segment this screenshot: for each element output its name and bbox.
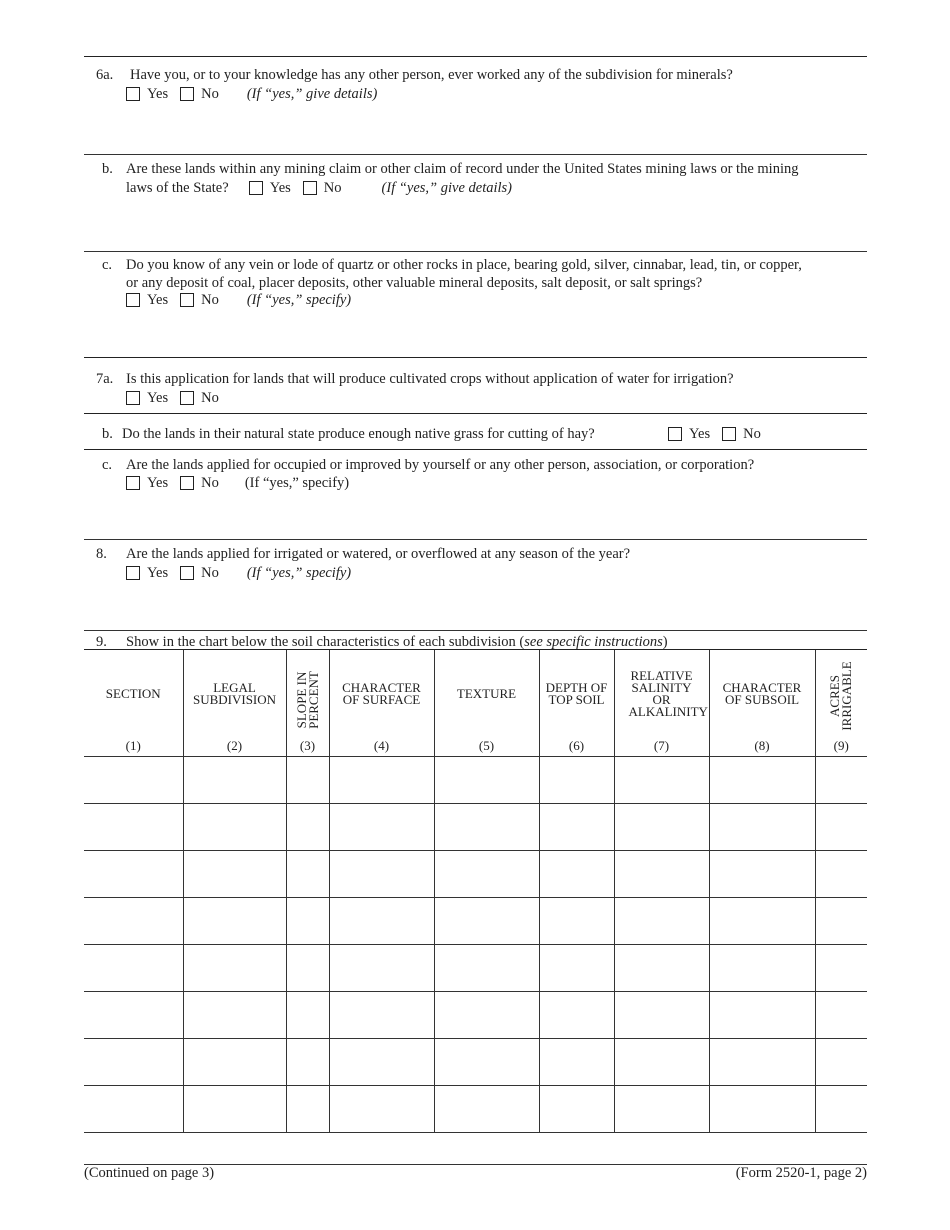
question-text: Have you, or to your knowledge has any other person, ever worked any of the subdivision for minerals? [130, 67, 733, 83]
options-7b [668, 425, 773, 443]
table-cell[interactable] [183, 851, 286, 898]
no-checkbox[interactable] [180, 476, 194, 490]
table-cell[interactable] [815, 851, 867, 898]
header-label: ACRES IRRIGABLE [827, 661, 855, 731]
details-note: (If “yes,” give details) [381, 180, 513, 196]
table-cell[interactable] [329, 851, 434, 898]
table-cell[interactable] [286, 1039, 329, 1086]
table-cell[interactable] [815, 804, 867, 851]
question-text-line2: laws of the State? [126, 180, 229, 196]
header-number: (4) [373, 738, 390, 753]
table-cell[interactable] [286, 898, 329, 945]
header-number: (5) [478, 738, 495, 753]
table-cell[interactable] [709, 992, 815, 1039]
table-cell[interactable] [434, 804, 539, 851]
details-note: (If “yes,” specify) [246, 292, 352, 308]
no-checkbox[interactable] [180, 566, 194, 580]
table-header-row [84, 650, 867, 757]
details-note: (If “yes,” give details) [246, 86, 378, 102]
no-label: No [201, 390, 219, 406]
table-cell[interactable] [286, 757, 329, 804]
details-note: (If “yes,” specify) [246, 565, 352, 581]
table-cell[interactable] [614, 1039, 709, 1086]
no-label: No [201, 565, 219, 581]
header-acres-irrigable [815, 650, 867, 757]
table-cell[interactable] [709, 804, 815, 851]
table-cell[interactable] [84, 757, 183, 804]
no-label: No [201, 86, 219, 102]
table-cell[interactable] [539, 1039, 614, 1086]
header-number: (8) [754, 738, 770, 753]
header-label: SECTION [105, 686, 161, 701]
yes-checkbox[interactable] [126, 476, 140, 490]
table-cell[interactable] [84, 898, 183, 945]
table-cell[interactable] [539, 898, 614, 945]
header-character-of-surface [329, 650, 434, 757]
table-cell[interactable] [84, 851, 183, 898]
table-cell[interactable] [434, 898, 539, 945]
header-character-of-subsoil [709, 650, 815, 757]
no-label: No [201, 475, 219, 491]
table-cell[interactable] [539, 992, 614, 1039]
divider [84, 630, 867, 631]
yes-label: Yes [147, 475, 169, 491]
question-number: 7a. [96, 371, 114, 387]
divider [84, 154, 867, 155]
footer-continued: (Continued on page 3) [84, 1165, 215, 1181]
header-label: LEGAL SUBDIVISION [192, 680, 277, 707]
table-row [84, 1086, 867, 1133]
no-checkbox[interactable] [303, 181, 317, 195]
options-7a [126, 389, 231, 407]
yes-label: Yes [147, 86, 169, 102]
instruction-text: Show in the chart below the soil characteristics of each subdivision ( [126, 634, 525, 650]
table-cell[interactable] [614, 1086, 709, 1133]
table-cell[interactable] [183, 992, 286, 1039]
no-label: No [201, 292, 219, 308]
header-label: CHARACTER OF SURFACE [342, 680, 421, 707]
question-text: Is this application for lands that will produce cultivated crops without application of water for irrigation? [126, 371, 734, 387]
table-cell[interactable] [286, 1086, 329, 1133]
no-label: No [743, 426, 761, 442]
table-cell[interactable] [286, 851, 329, 898]
yes-label: Yes [147, 390, 169, 406]
yes-label: Yes [689, 426, 711, 442]
question-number: 8. [96, 546, 107, 562]
header-slope [286, 650, 329, 757]
header-label: RELATIVE SALINITY OR ALKALINITY [628, 668, 708, 719]
table-cell[interactable] [709, 851, 815, 898]
question-text-line1: Are these lands within any mining claim or other claim of record under the United States mining laws or the mining [126, 161, 799, 177]
table-cell[interactable] [709, 898, 815, 945]
header-depth-of-top-soil [539, 650, 614, 757]
table-row [84, 992, 867, 1039]
table-cell[interactable] [183, 898, 286, 945]
question-text: Do the lands in their natural state produce enough native grass for cutting of hay? [122, 426, 595, 442]
question-text: Are the lands applied for irrigated or watered, or overflowed at any season of the year? [126, 546, 631, 562]
header-number: (7) [653, 738, 670, 753]
table-cell[interactable] [614, 757, 709, 804]
soil-characteristics-table [84, 650, 867, 1133]
no-checkbox[interactable] [180, 87, 194, 101]
table-cell[interactable] [709, 1086, 815, 1133]
yes-checkbox[interactable] [126, 293, 140, 307]
options-8 [126, 564, 351, 582]
header-legal-subdivision [183, 650, 286, 757]
table-row [84, 757, 867, 804]
table-cell[interactable] [709, 1039, 815, 1086]
instruction-close: ) [662, 634, 668, 650]
table-cell[interactable] [539, 757, 614, 804]
header-label: DEPTH OF TOP SOIL [545, 680, 608, 707]
table-cell[interactable] [286, 804, 329, 851]
details-note: (If “yes,” specify) [244, 475, 350, 491]
question-number: 6a. [96, 67, 114, 83]
divider [84, 539, 867, 540]
options-6b [126, 179, 512, 197]
table-cell[interactable] [84, 1039, 183, 1086]
table-cell[interactable] [329, 1086, 434, 1133]
question-number: 9. [96, 634, 107, 650]
header-number: (1) [125, 738, 141, 753]
table-cell[interactable] [329, 1039, 434, 1086]
yes-checkbox[interactable] [126, 391, 140, 405]
yes-label: Yes [147, 565, 169, 581]
table-cell[interactable] [434, 1086, 539, 1133]
table-cell[interactable] [434, 757, 539, 804]
yes-label: Yes [269, 180, 291, 196]
question-text: Are the lands applied for occupied or improved by yourself or any other person, association, or corporation? [126, 457, 755, 473]
footer-form-number: (Form 2520-1, page 2) [735, 1165, 867, 1181]
header-number: (6) [568, 738, 585, 753]
table-cell[interactable] [286, 992, 329, 1039]
options-6a [126, 85, 377, 103]
table-cell[interactable] [815, 945, 867, 992]
table-row [84, 945, 867, 992]
table-cell[interactable] [815, 898, 867, 945]
table-cell[interactable] [709, 945, 815, 992]
table-cell[interactable] [614, 804, 709, 851]
table-cell[interactable] [434, 851, 539, 898]
table-cell[interactable] [709, 757, 815, 804]
table-cell[interactable] [539, 851, 614, 898]
no-checkbox[interactable] [180, 293, 194, 307]
table-cell[interactable] [183, 1039, 286, 1086]
no-label: No [323, 180, 342, 196]
divider [84, 449, 867, 450]
table-cell[interactable] [815, 992, 867, 1039]
table-cell[interactable] [815, 1039, 867, 1086]
table-cell[interactable] [614, 945, 709, 992]
instruction-italic: see specific instructions [524, 634, 663, 650]
header-number: (2) [226, 738, 243, 753]
options-6c [126, 291, 351, 309]
header-relative-salinity [614, 650, 709, 757]
table-cell[interactable] [329, 945, 434, 992]
table-cell[interactable] [84, 1086, 183, 1133]
header-number: (9) [833, 738, 849, 753]
table-cell[interactable] [434, 945, 539, 992]
yes-checkbox[interactable] [249, 181, 263, 195]
question-number: c. [102, 257, 113, 273]
yes-checkbox[interactable] [126, 566, 140, 580]
yes-checkbox[interactable] [668, 427, 682, 441]
table-cell[interactable] [614, 898, 709, 945]
table-cell[interactable] [84, 992, 183, 1039]
table-row [84, 804, 867, 851]
table-cell[interactable] [539, 804, 614, 851]
no-checkbox[interactable] [180, 391, 194, 405]
table-cell[interactable] [539, 945, 614, 992]
table-cell[interactable] [539, 1086, 614, 1133]
question-number: c. [102, 457, 113, 473]
divider [84, 251, 867, 252]
table-cell[interactable] [286, 945, 329, 992]
header-section [84, 650, 183, 757]
table-cell[interactable] [434, 992, 539, 1039]
header-label: SLOPE IN PERCENT [293, 671, 321, 729]
table-cell[interactable] [329, 992, 434, 1039]
table-row [84, 898, 867, 945]
no-checkbox[interactable] [722, 427, 736, 441]
divider [84, 56, 867, 57]
yes-checkbox[interactable] [126, 87, 140, 101]
table-cell[interactable] [183, 1086, 286, 1133]
table-cell[interactable] [329, 757, 434, 804]
table-cell[interactable] [183, 804, 286, 851]
header-label: CHARACTER OF SUBSOIL [722, 680, 802, 707]
table-cell[interactable] [183, 757, 286, 804]
table-cell[interactable] [84, 945, 183, 992]
table-cell[interactable] [815, 1086, 867, 1133]
table-row [84, 851, 867, 898]
header-texture [434, 650, 539, 757]
table-cell[interactable] [815, 757, 867, 804]
divider [84, 413, 867, 414]
header-label: TEXTURE [456, 686, 517, 701]
divider [84, 357, 867, 358]
table-cell[interactable] [84, 804, 183, 851]
table-cell[interactable] [434, 1039, 539, 1086]
header-number: (3) [299, 738, 316, 753]
table-cell[interactable] [329, 804, 434, 851]
options-7c [126, 474, 349, 492]
table-cell[interactable] [329, 898, 434, 945]
question-number: b. [102, 426, 113, 442]
question-number: b. [102, 161, 113, 177]
table-row [84, 1039, 867, 1086]
table-cell[interactable] [183, 945, 286, 992]
table-cell[interactable] [614, 851, 709, 898]
table-cell[interactable] [614, 992, 709, 1039]
yes-label: Yes [147, 292, 169, 308]
question-text: Do you know of any vein or lode of quartz or other rocks in place, bearing gold, silver, cinnabar, lead, tin, or copper, or any deposit of coal, placer deposits, other valuable mineral deposits, salt deposit, or salt springs? [126, 257, 802, 291]
